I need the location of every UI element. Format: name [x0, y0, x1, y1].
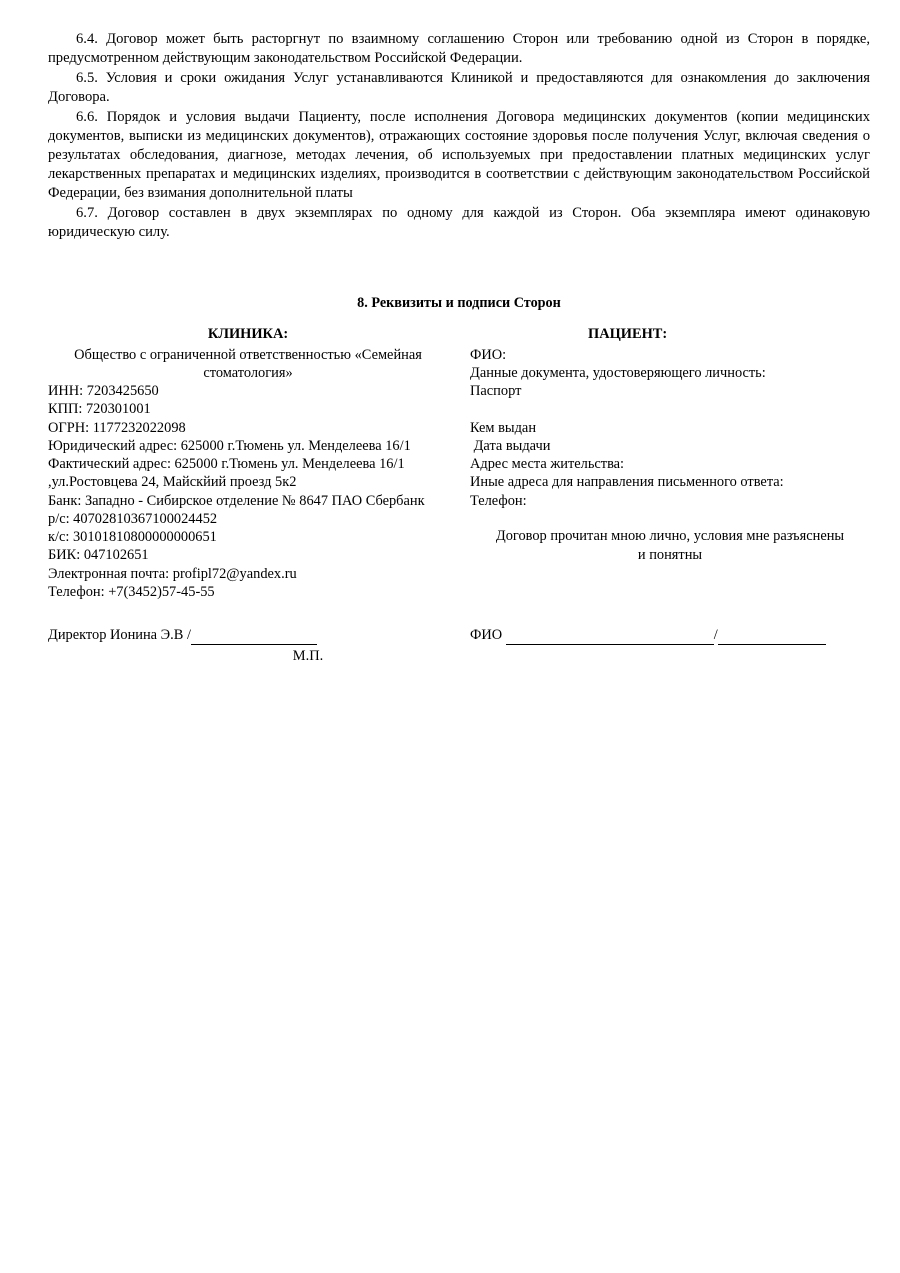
- patient-heading: ПАЦИЕНТ:: [588, 325, 668, 342]
- parties-columns: [48, 326, 870, 602]
- clinic-inn: ИНН: 7203425650: [48, 382, 159, 399]
- patient-issue-date-label: Дата выдачи: [470, 437, 551, 454]
- patient-signature-rule[interactable]: [718, 627, 826, 645]
- patient-fio-label: ФИО:: [470, 346, 507, 363]
- clinic-stamp-label: М.П.: [292, 648, 324, 665]
- clinic-corr-account: к/с: 30101810800000000651: [48, 529, 217, 546]
- clinic-actual-address: Фактический адрес: 625000 г.Тюмень ул. Менделеева 16/1: [48, 456, 405, 473]
- patient-consent-line-2: и понятны: [637, 546, 703, 563]
- clinic-signature: [48, 627, 448, 645]
- clause-6-6: 6.6. Порядок и условия выдачи Пациенту, после исполнения Договора медицинских документов (копии медицинских документов, выписки из медицинских документов), отражающих состояние здоровья после получения Услуг, включая сведения о результатах обследования, диагнозе, методах лечения, об используемых при предоставлении платных медицинских услуг лекарственных препаратах и медицинских изделиях, производится в соответствии с действующим законодательством Российской Федерации, без взимания дополнительной платы: [48, 108, 870, 201]
- patient-consent-line-1: Договор прочитан мною лично, условия мне разъяснены: [495, 527, 845, 544]
- patient-id-doc-label: Данные документа, удостоверяющего личность:: [470, 364, 766, 381]
- clinic-actual-address-cont: ,ул.Ростовцева 24, Майскйий проезд 5к2: [48, 474, 297, 491]
- clinic-column: [48, 326, 448, 602]
- patient-passport-label: Паспорт: [470, 383, 522, 400]
- patient-consent: [470, 527, 870, 564]
- section-title: 8. Реквизиты и подписи Сторон: [357, 294, 561, 311]
- clinic-email: Электронная почта: profipl72@yandex.ru: [48, 565, 297, 582]
- clinic-name-line-2: стоматология»: [203, 364, 293, 381]
- clinic-ogrn: ОГРН: 1177232022098: [48, 419, 186, 436]
- patient-residence-label: Адрес места жительства:: [470, 456, 625, 473]
- clause-6-5: 6.5. Условия и сроки ожидания Услуг устанавливаются Клиникой и предоставляются для ознакомления до заключения Договора.: [48, 69, 870, 105]
- patient-spacer: [470, 401, 870, 419]
- patient-issued-by-label: Кем выдан: [470, 419, 537, 436]
- clinic-heading: КЛИНИКА:: [207, 325, 289, 342]
- clinic-signature-rule[interactable]: [191, 627, 317, 645]
- clinic-bank: Банк: Западно - Сибирское отделение № 8647 ПАО Сбербанк: [48, 492, 425, 509]
- clinic-account: р/с: 40702810367100024452: [48, 510, 218, 527]
- clinic-kpp: КПП: 720301001: [48, 401, 151, 418]
- patient-fio-sign-label: ФИО: [470, 627, 503, 644]
- patient-signature: [448, 627, 870, 645]
- clinic-legal-address: Юридический адрес: 625000 г.Тюмень ул. Менделеева 16/1: [48, 437, 411, 454]
- patient-other-address-label: Иные адреса для направления письменного ответа:: [470, 474, 784, 491]
- patient-fio-rule[interactable]: [506, 627, 714, 645]
- clinic-bik: БИК: 047102651: [48, 547, 149, 564]
- section-spacer: [48, 243, 870, 295]
- patient-phone-label: Телефон:: [470, 492, 527, 509]
- clause-6-7: 6.7. Договор составлен в двух экземплярах по одному для каждой из Сторон. Оба экземпляра имеют одинаковую юридическую силу.: [48, 204, 870, 240]
- clinic-phone: Телефон: +7(3452)57-45-55: [48, 584, 215, 601]
- signature-block: [48, 627, 870, 645]
- patient-column: [470, 326, 870, 565]
- clinic-director-label: Директор Ионина Э.В /: [48, 627, 191, 644]
- clinic-name-line-1: Общество с ограниченной ответственностью «Семейная: [74, 346, 422, 363]
- clause-6-4: 6.4. Договор может быть расторгнут по взаимному соглашению Сторон или требованию одной из Сторон в порядке, предусмотренном действующим законодательством Российской Федерации.: [48, 31, 870, 66]
- signature-slash: /: [713, 627, 718, 644]
